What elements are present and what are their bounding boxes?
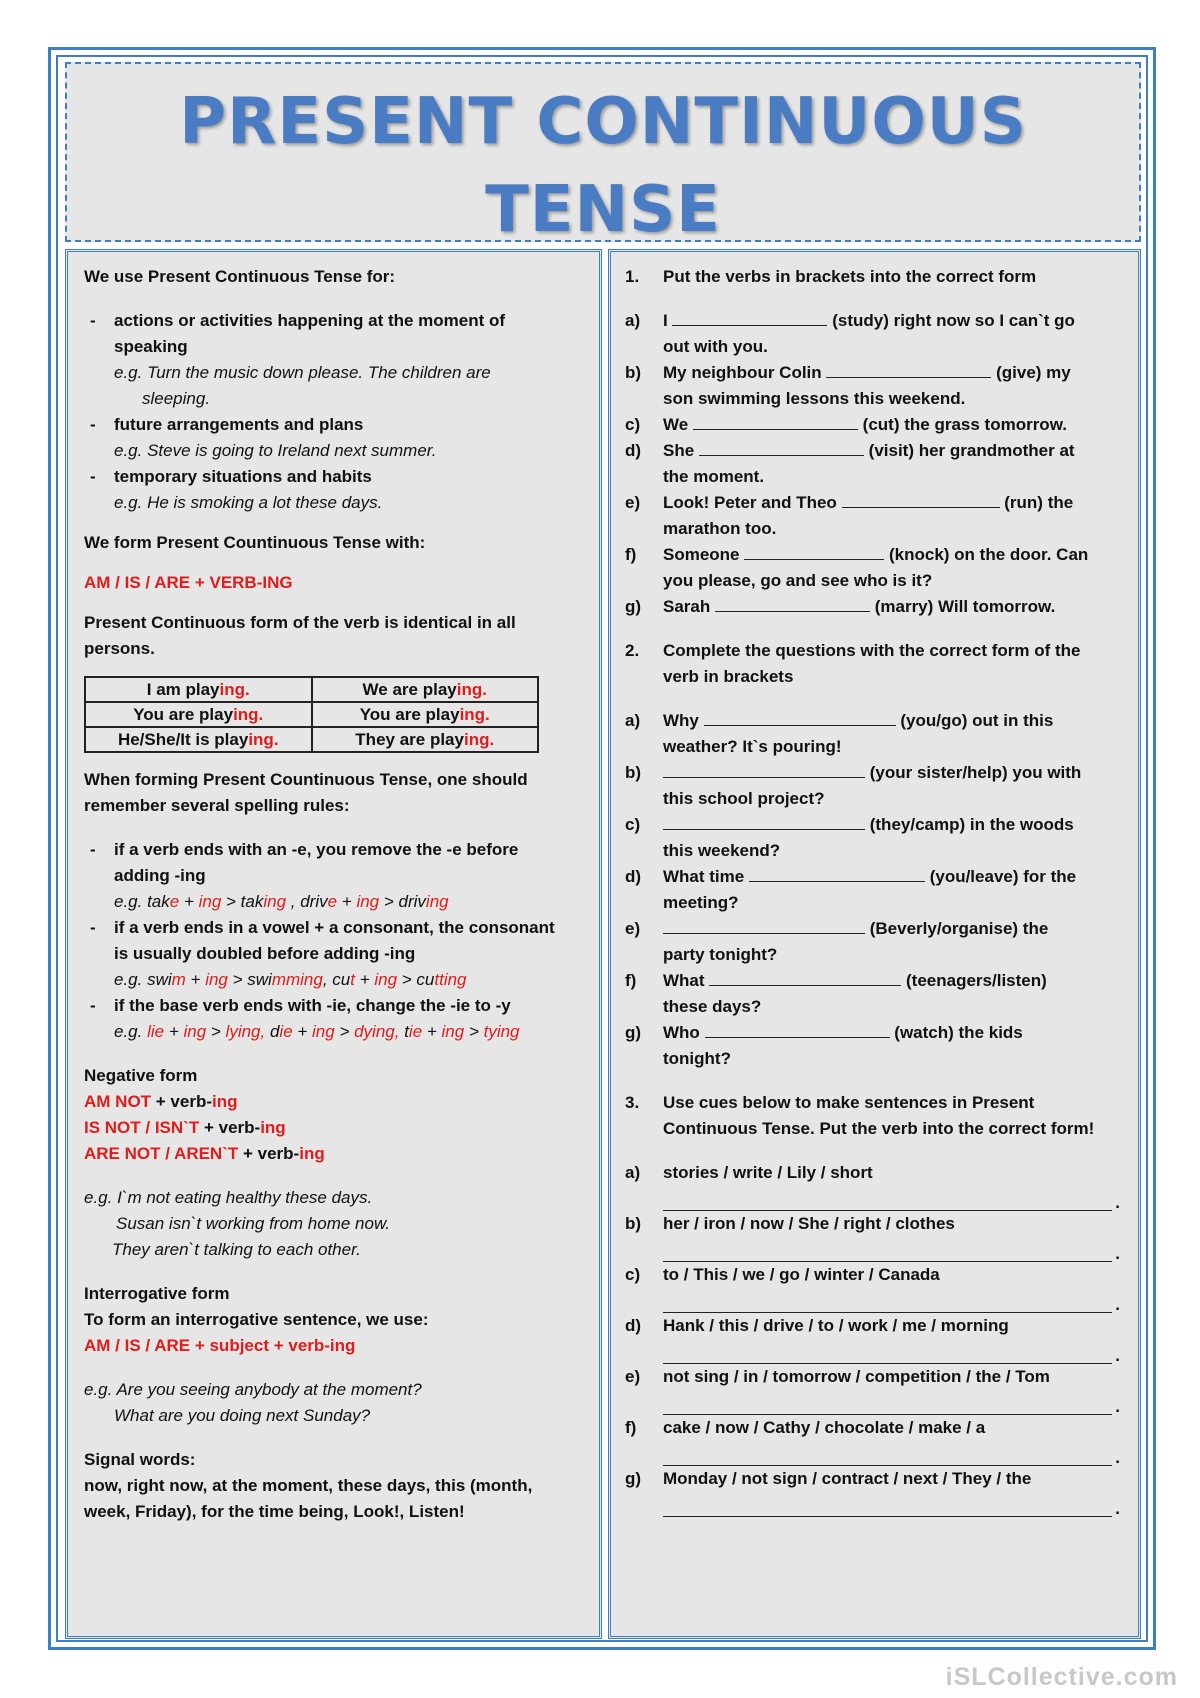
answer-line[interactable]: [663, 1441, 1112, 1466]
title-box: [65, 62, 1141, 247]
use-item: - future arrangements and plans e.g. Steve is going to Ireland next summer.: [90, 415, 437, 460]
exercise-item: a) I (study) right now so I can`t go out with you.: [625, 311, 1075, 356]
exercise-item: f) What (teenagers/listen) these days?: [625, 971, 1047, 1016]
exercise-item: c) (they/camp) in the woods this weekend?: [625, 815, 1074, 860]
answer-blank[interactable]: [744, 543, 884, 560]
signal-heading: Signal words:: [84, 1450, 196, 1469]
interrogative-text: To form an interrogative sentence, we use:: [84, 1310, 429, 1329]
answer-blank[interactable]: [842, 491, 1000, 508]
negative-formula: AM NOT + verb-ing: [84, 1092, 238, 1111]
answer-blank[interactable]: [663, 761, 865, 778]
exercise-item: e) Look! Peter and Theo (run) the marathon too.: [625, 493, 1074, 538]
negative-heading: Negative form: [84, 1066, 198, 1085]
answer-line[interactable]: [663, 1339, 1112, 1364]
answer-line[interactable]: [663, 1492, 1112, 1517]
negative-example: e.g. I`m not eating healthy these days.: [84, 1188, 373, 1207]
exercise-item: b) her / iron / now / She / right / clothes .: [625, 1211, 1126, 1262]
answer-blank[interactable]: [672, 309, 827, 326]
exercise-item: g) Monday / not sign / contract / next / They / the .: [625, 1466, 1126, 1517]
answer-line[interactable]: [663, 1237, 1112, 1262]
interrogative-heading: Interrogative form: [84, 1284, 230, 1303]
exercise-item: e) (Beverly/organise) the party tonight?: [625, 919, 1049, 964]
exercise-item: b) (your sister/help) you with this school project?: [625, 763, 1082, 808]
table-row: I am playing. We are playing.: [85, 677, 538, 702]
answer-blank[interactable]: [749, 865, 925, 882]
exercise-item: a) Why (you/go) out in this weather? It`s pouring!: [625, 711, 1054, 756]
negative-formula: IS NOT / ISN`T + verb-ing: [84, 1118, 286, 1137]
answer-blank[interactable]: [699, 439, 864, 456]
answer-blank[interactable]: [704, 709, 896, 726]
conjugation-table: [84, 676, 539, 753]
exercise-item: d) What time (you/leave) for the meeting?: [625, 867, 1077, 912]
interrogative-formula: AM / IS / ARE + subject + verb-ing: [84, 1336, 356, 1355]
exercise-3-instruction: 3. Use cues below to make sentences in Present Continuous Tense. Put the verb into the correct form!: [625, 1093, 1095, 1138]
answer-blank[interactable]: [693, 413, 858, 430]
form-formula: AM / IS / ARE + VERB-ING: [84, 573, 293, 592]
exercise-item: g) Sarah (marry) Will tomorrow.: [625, 597, 1056, 616]
form-heading: We form Present Countinuous Tense with:: [84, 533, 426, 552]
table-row: He/She/It is playing. They are playing.: [85, 727, 538, 752]
spelling-rule: - if a verb ends in a vowel + a consonant, the consonant is usually doubled before adding -ing e.g. swim + ing > swimming, cut + ing > cutting: [90, 918, 555, 989]
exercise-item: a) stories / write / Lily / short .: [625, 1160, 1126, 1211]
use-item: - temporary situations and habits e.g. He is smoking a lot these days.: [90, 467, 383, 512]
spelling-rule: - if the base verb ends with -ie, change the -ie to -y e.g. lie + ing > lying, die + ing > dying, tie + ing > tying: [90, 996, 520, 1041]
answer-blank[interactable]: [709, 969, 901, 986]
spelling-intro: When forming Present Countinuous Tense, one should: [84, 770, 528, 789]
signal-words: now, right now, at the moment, these days, this (month,: [84, 1476, 533, 1495]
watermark: iSLCollective.com: [945, 1663, 1178, 1691]
interrogative-example: What are you doing next Sunday?: [114, 1406, 371, 1425]
exercise-item: f) Someone (knock) on the door. Can you please, go and see who is it?: [625, 545, 1089, 590]
identical-note: Present Continuous form of the verb is identical in all: [84, 613, 516, 632]
spelling-rule: - if a verb ends with an -e, you remove the -e before adding -ing e.g. take + ing > taking , drive + ing > driving: [90, 840, 519, 911]
negative-example: Susan isn`t working from home now.: [116, 1214, 391, 1233]
answer-line[interactable]: [663, 1186, 1112, 1211]
negative-example: They aren`t talking to each other.: [112, 1240, 361, 1259]
exercise-item: c) to / This / we / go / winter / Canada .: [625, 1262, 1126, 1313]
exercise-item: b) My neighbour Colin (give) my son swimming lessons this weekend.: [625, 363, 1071, 408]
exercises-panel: [608, 249, 1141, 1639]
answer-blank[interactable]: [663, 813, 865, 830]
page-title: PRESENT CONTINUOUS TENSE: [179, 85, 1027, 247]
answer-blank[interactable]: [663, 917, 865, 934]
answer-blank[interactable]: [705, 1021, 890, 1038]
negative-formula: ARE NOT / AREN`T + verb-ing: [84, 1144, 325, 1163]
uses-intro: We use Present Continuous Tense for:: [84, 267, 396, 286]
exercise-1-instruction: 1. Put the verbs in brackets into the correct form: [625, 267, 1037, 286]
answer-line[interactable]: [663, 1288, 1112, 1313]
answer-line[interactable]: [663, 1390, 1112, 1415]
exercise-2-instruction: 2. Complete the questions with the correct form of the verb in brackets: [625, 641, 1081, 686]
exercise-item: d) Hank / this / drive / to / work / me / morning .: [625, 1313, 1126, 1364]
exercise-item: g) Who (watch) the kids tonight?: [625, 1023, 1023, 1068]
use-item: - actions or activities happening at the moment of speaking e.g. Turn the music down please. The children are sleeping.: [90, 311, 506, 408]
exercise-item: c) We (cut) the grass tomorrow.: [625, 415, 1068, 434]
answer-blank[interactable]: [826, 361, 991, 378]
grammar-panel: We use Present Continuous Tense for: - actions or activities happening at the moment of speaking e.g. Turn the music down please. The children are sleeping. - future arrangements and plans e.g. Steve is going to Ireland next summer. - temporary situations and habits e.g. He is smoking a lot these days. We form Present Countinuous Tense with: AM / IS / ARE + VERB-ING Present Continuous form of the verb is identical in all persons. I am playing. We are playing. You are playing. You are playing. He/She/It is playing. They are playing. When forming Present Countinuous Tense, one should remember several spelling rules: - if a verb ends with an -e, you remove the -e before adding -ing e.g. take + ing > taking , drive + ing > driving - if a verb ends in a vowel + a consonant, the consonant is usually doubled before adding -ing e.g. swim + ing > swimming, cut + ing > cutting - if the base verb ends with -ie, change the -ie to -y e.g. lie + ing > lying, die + ing > dying, tie + ing > tying Negative form AM NOT + verb-ing IS NOT / ISN`T + verb-ing ARE NOT / AREN`T + verb-ing e.g. I`m not eating healthy these days. Susan isn`t working from home now. They aren`t talking to each other. Interrogative form To form an interrogative sentence, we use: AM / IS / ARE + subject + verb-ing e.g. Are you seeing anybody at the moment? What are you doing next Sunday? Signal words: now, right now, at the moment, these days, this (month, week, Friday), for the time being, Look!, Listen!: [65, 249, 602, 1639]
exercise-item: d) She (visit) her grandmother at the moment.: [625, 441, 1075, 486]
answer-blank[interactable]: [715, 595, 870, 612]
table-row: You are playing. You are playing.: [85, 702, 538, 727]
exercise-item: e) not sing / in / tomorrow / competition / the / Tom .: [625, 1364, 1126, 1415]
interrogative-example: e.g. Are you seeing anybody at the moment?: [84, 1380, 422, 1399]
exercise-item: f) cake / now / Cathy / chocolate / make / a .: [625, 1415, 1126, 1466]
